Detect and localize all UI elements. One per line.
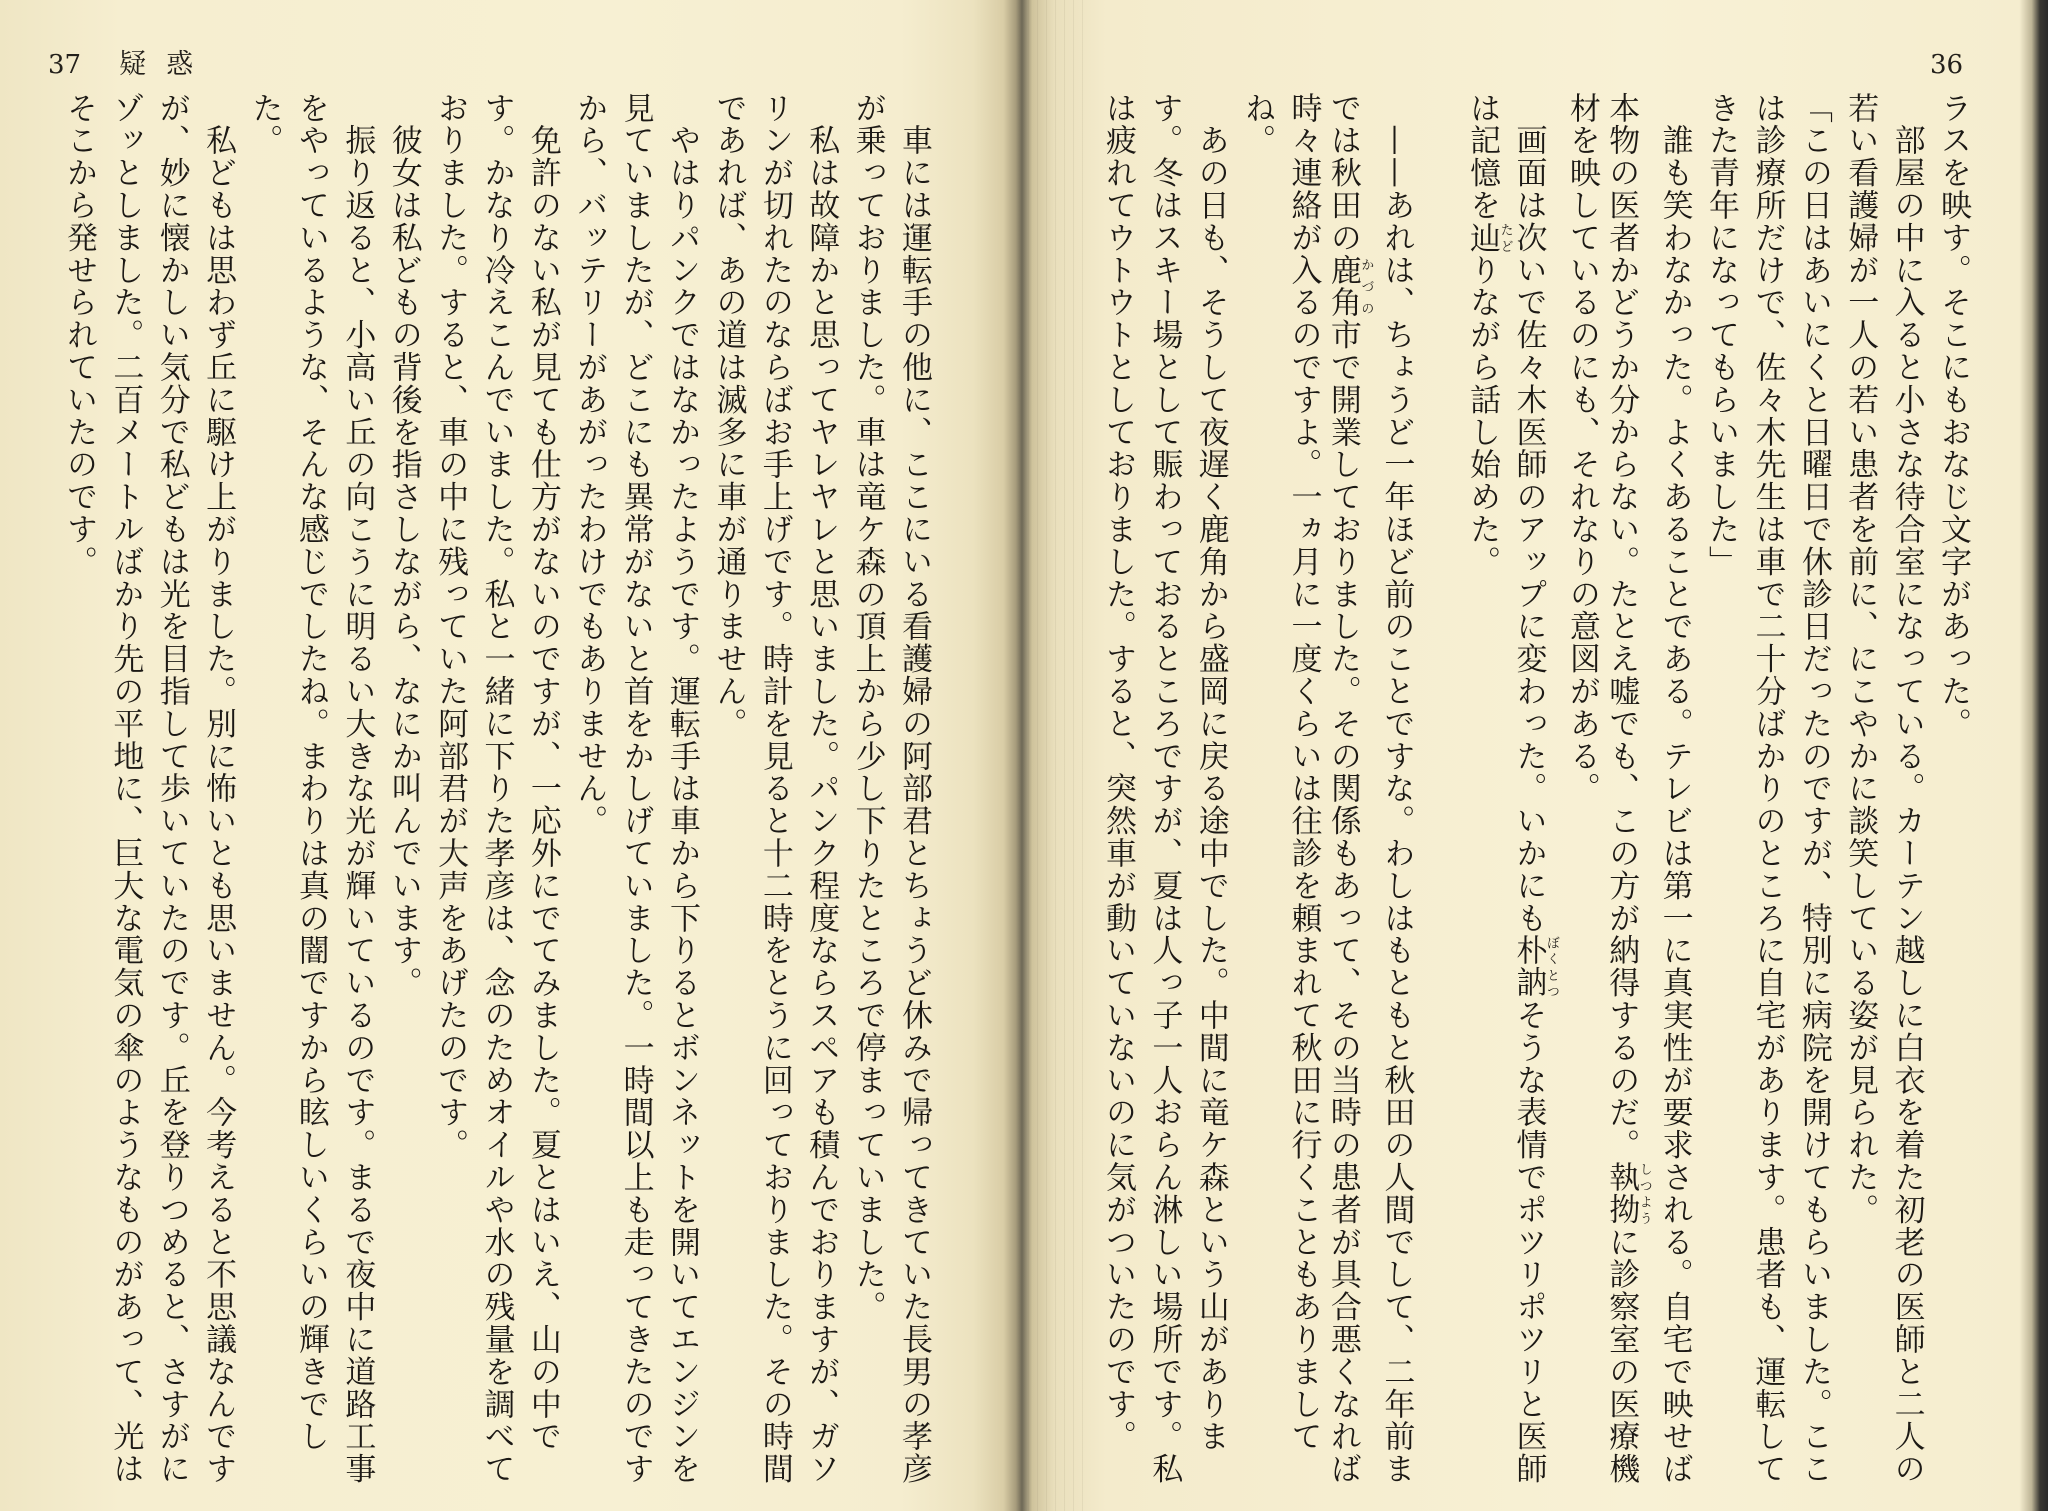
text-line: やはりパンクではなかったようです。運転手は車から下りるとボンネットを開いてエンジンを [664,92,701,1486]
text-line: す。冬はスキー場として賑わっておるところですが、夏は人っ子一人おらん淋しい場所です。私 [1146,92,1183,1486]
text-line: 車には運転手の他に、ここにいる看護婦の阿部君とちょうど休みで帰ってきていた長男の孝彦 [896,92,932,1486]
text-segment: 市で開業しておりました。その関係もあって、その当時の患者が具合悪くなれば [1324,318,1361,1486]
text-segment: そうな表情でポツリポツリと医師 [1510,999,1547,1486]
text-line: おりました。すると、車の中に残っていた阿部君が大声をあげたのです。 [432,92,469,1162]
left-page-header [48,50,213,80]
ruby-base: 朴訥 [1510,934,1547,1000]
text-line: た。 [246,92,283,157]
text-line: 見ていましたが、どこにも異常がないと首をかしげていました。一時間以上も走ってきたのです [617,92,654,1486]
text-line: は疲れてウトウトとしておりました。すると、突然車が動いていないのに気がついたのです。 [1099,92,1136,1453]
ruby-annotated-word [1464,221,1513,255]
ruby-annotated-word [1324,254,1374,319]
text-line [1324,92,1374,1494]
running-title: 疑惑 [119,49,214,80]
text-segment: りながら話し始めた。 [1464,254,1501,579]
text-line: 若い看護婦が一人の若い患者を前に、にこやかに談笑している姿が見られた。 [1842,92,1879,1226]
ruby-annotated-word [1603,1161,1652,1227]
text-line: 「この日はあいにくと日曜日で休診日だったのですが、特別に病院を開けてもらいました。ここ [1795,92,1832,1486]
text-line [1605,92,1651,1494]
text-segment: に診察室の医療機 [1603,1226,1640,1486]
left-page-text [55,92,937,1494]
ruby-base: 執拗 [1603,1161,1640,1227]
text-line: す。かなり冷えこんでいました。私と一緒に下りた孝彦は、念のためオイルや水の残量を調べて [478,92,515,1486]
ruby-reading: たど [1497,221,1513,254]
ruby-reading: ぼくとつ [1543,934,1559,1000]
ruby-reading: かづの [1358,254,1374,319]
right-page-text [1094,92,1976,1494]
text-line: が、妙に懐かしい気分で私どもは光を目指して歩いていたのです。丘を登りつめると、さすがに [153,92,190,1486]
text-line: 材を映しているのにも、それなりの意図がある。 [1563,92,1600,805]
text-segment: は記憶を [1464,92,1501,222]
text-segment: 本物の医者かどうか分からない。たとえ嘘でも、この方が納得するのだ。 [1603,92,1640,1162]
text-line: 部屋の中に入ると小さな待合室になっている。カーテン越しに白衣を着た初老の医師と二人の [1888,92,1925,1486]
text-line: ラスを映す。そこにもおなじ文字があった。 [1935,92,1971,740]
text-line: をやっているような、そんな感じでしたね。まわりは真の闇ですから眩しいくらいの輝きでし [292,92,329,1453]
text-line: そこから発せられていたのです。 [60,92,97,578]
text-line: 彼女は私どもの背後を指さしながら、なにか叫んでいます。 [385,92,422,1000]
ruby-reading: しつよう [1636,1161,1652,1226]
text-line: あの日も、そうして夜遅く鹿角から盛岡に戻る途中でした。中間に竜ケ森という山がありま [1192,92,1229,1453]
book-gutter [1028,0,1088,1511]
text-line: ゾッとしました。二百メートルばかり先の平地に、巨大な電気の傘のようなものがあって、光は [107,92,144,1486]
text-line: は診療所だけで、佐々木先生は車で二十分ばかりのところに自宅があります。患者も、運転して [1749,92,1786,1486]
text-line: リンが切れたのならばお手上げです。時計を見ると十二時をとうに回っておりました。その時間 [756,92,793,1486]
right-page-header [1930,50,1963,80]
text-line: であれば、あの道は滅多に車が通りません。 [710,92,747,740]
text-line: から、バッテリーがあがったわけでもありません。 [571,92,608,838]
text-line: 時々連絡が入るのですよ。一ヵ月に一度くらいは往診を頼まれて秋田に行くこともありまして [1285,92,1322,1453]
text-line: 私は故障かと思ってヤレヤレと思いました。パンク程度ならスペアも積んでおりますが、ガソ [803,92,840,1486]
text-line [1512,92,1558,1494]
text-segment: 画面は次いで佐々木医師のアップに変わった。いかにも [1510,92,1547,935]
text-line: が乗っておりました。車は竜ケ森の頂上から少し下りたところで停まっていました。 [849,92,886,1324]
text-line: ね。 [1239,92,1276,157]
page-number-left: 37 [48,50,82,80]
text-line: 振り返ると、小高い丘の向こうに明るい大きな光が輝いているのです。まるで夜中に道路工事 [339,92,376,1486]
text-line: 免許のない私が見ても仕方がないのですが、一応外にでてみました。夏とはいえ、山の中で [524,92,561,1453]
ruby-base: 鹿角 [1324,254,1361,319]
page-number-right: 36 [1930,50,1964,80]
ruby-annotated-word [1510,934,1559,1000]
text-line: 私どもは思わず丘に駆け上がりました。別に怖いとも思いません。今考えると不思議なんです [200,92,237,1486]
ruby-base: 辿 [1464,221,1501,255]
text-section [1095,92,1420,1494]
text-section [1466,92,1976,1494]
text-segment: では秋田の [1324,92,1361,254]
text-line: ——あれは、ちょうど一年ほど前のことですな。わしはもともと秋田の人間でして、二年前ま [1378,92,1415,1486]
text-line: 誰も笑わなかった。よくあることである。テレビは第一に真実性が要求される。自宅で映せば [1656,92,1693,1486]
text-section [56,92,937,1494]
text-line: きた青年になってもらいました」 [1703,92,1740,578]
